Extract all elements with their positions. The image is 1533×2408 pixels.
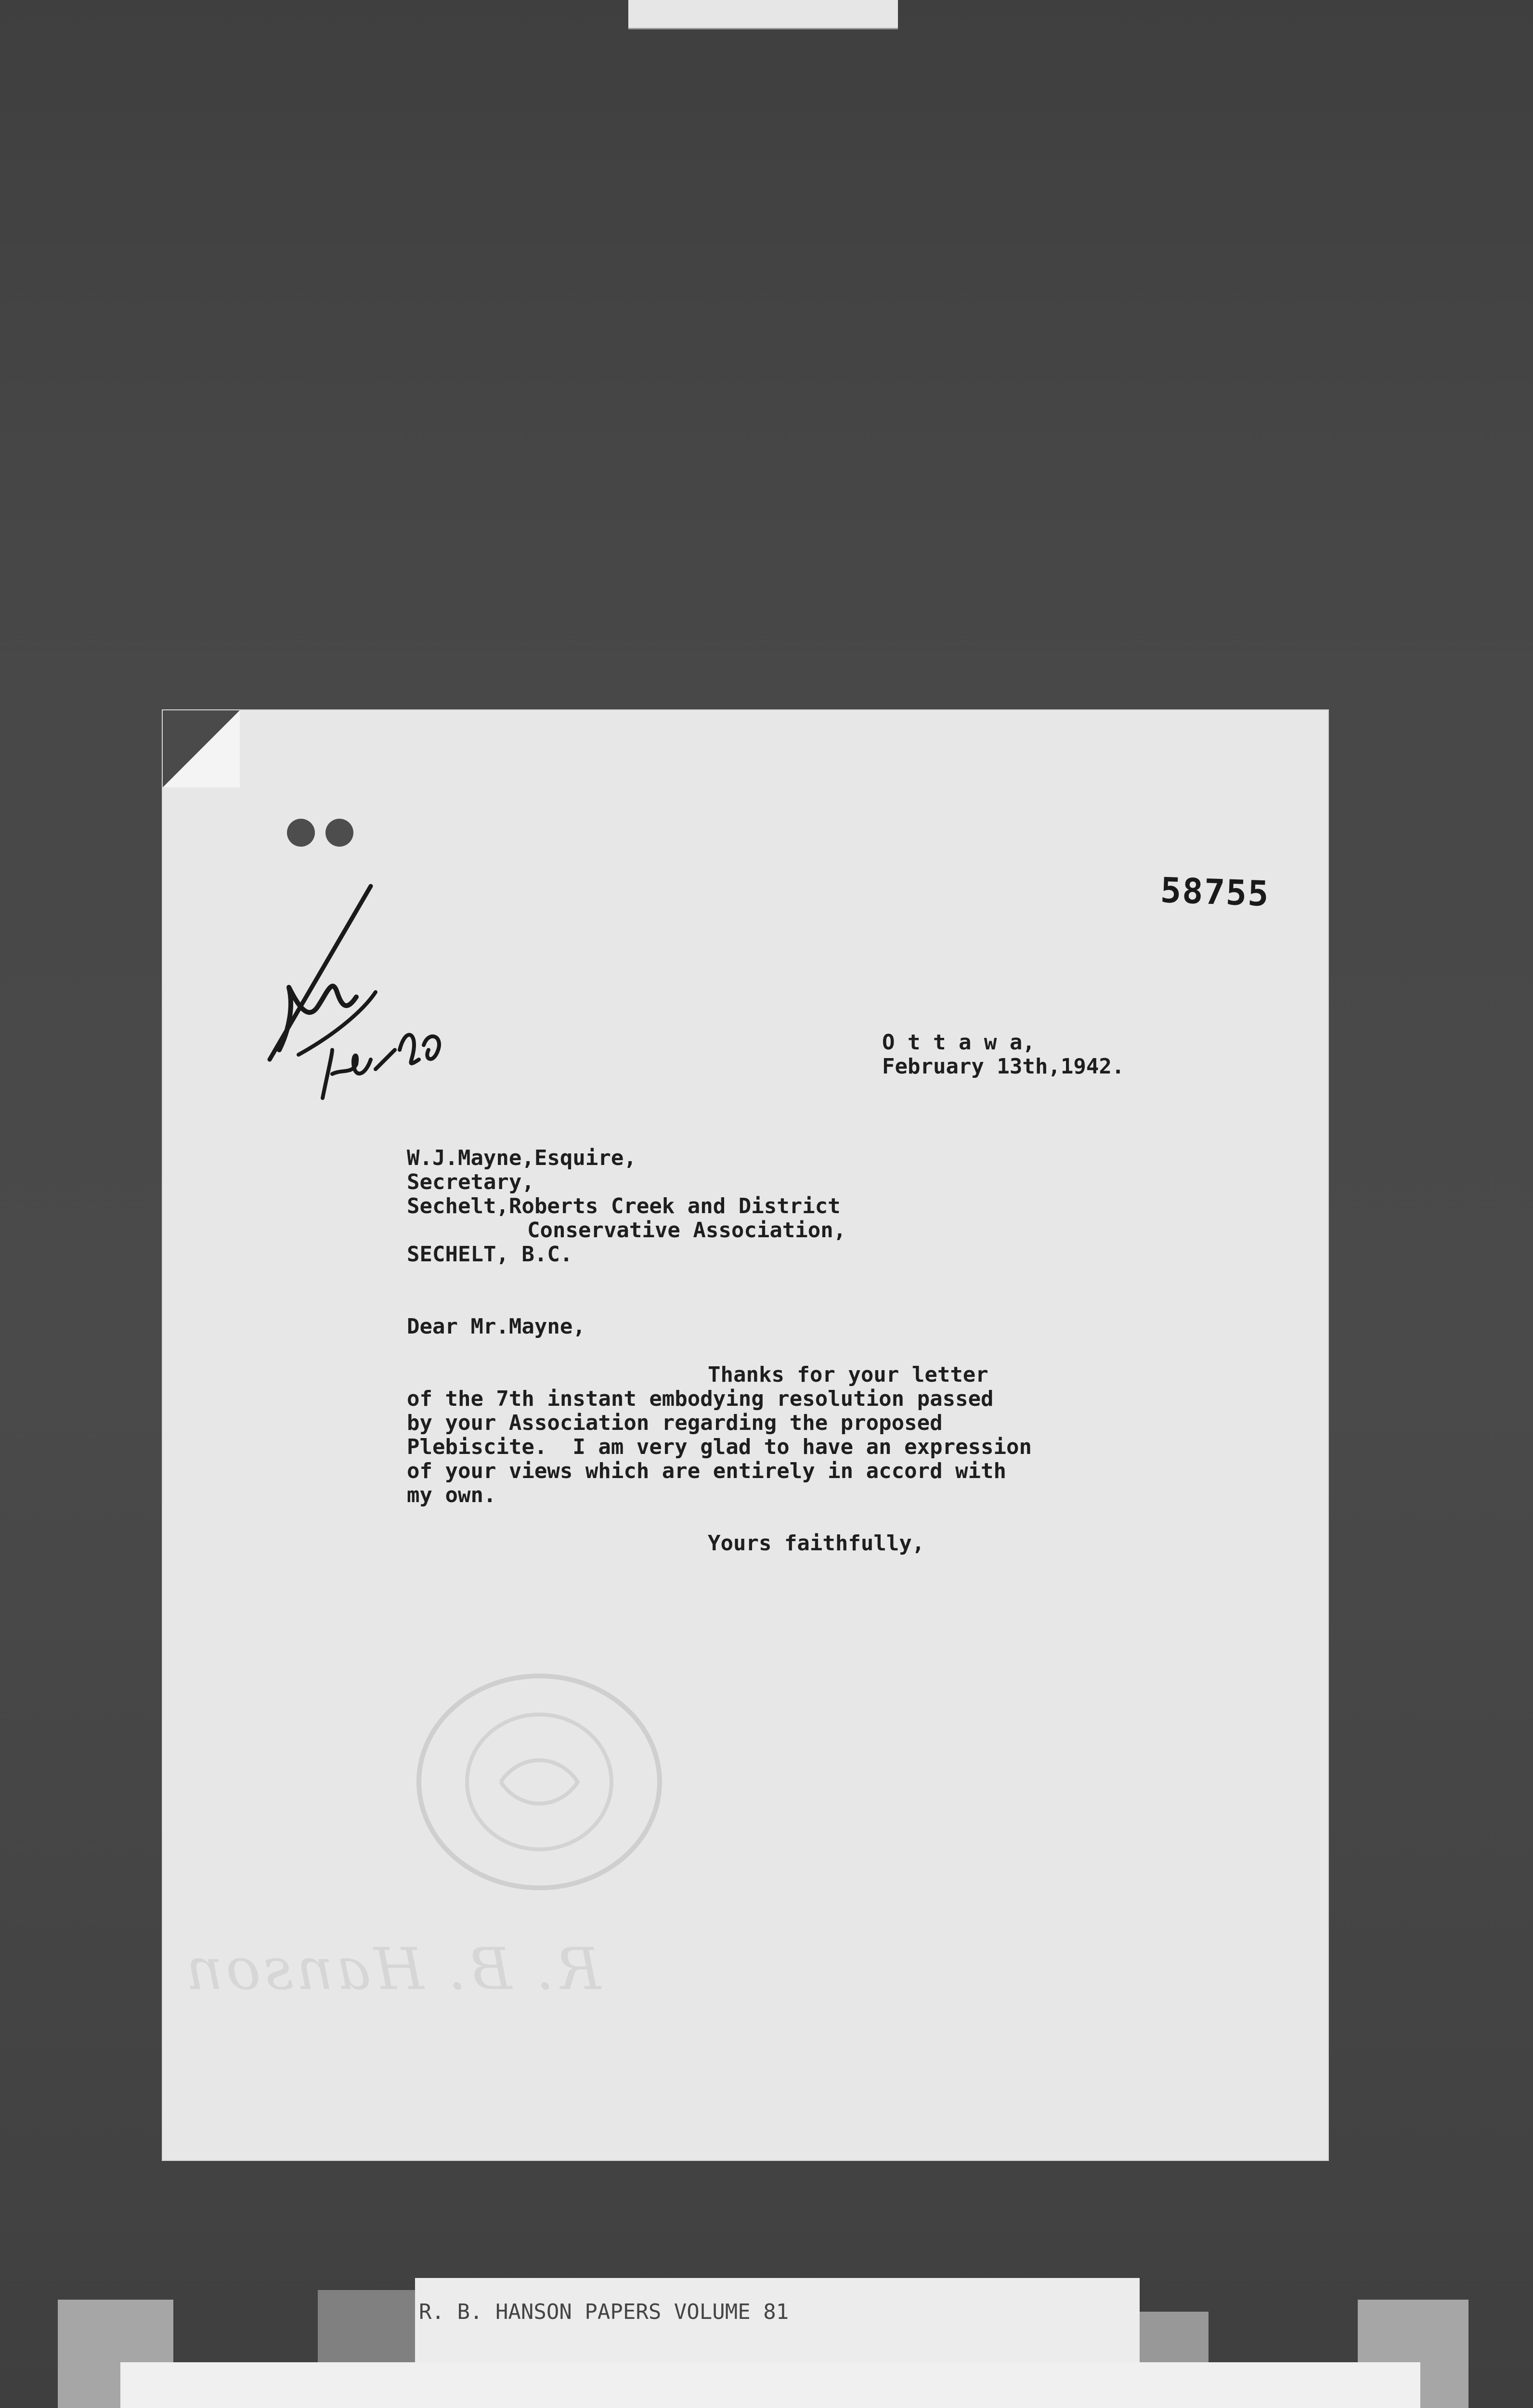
faint-stamp-bleedthrough (395, 1657, 684, 1907)
body-line-1: Thanks for your letter (708, 1362, 988, 1387)
closing: Yours faithfully, (708, 1531, 925, 1556)
top-clip-tab (628, 0, 898, 29)
body-line-5: of your views which are entirely in accord with (407, 1459, 1007, 1483)
body-line-4: Plebiscite. I am very glad to have an expression (407, 1435, 1032, 1459)
punch-hole-left (287, 819, 315, 847)
punch-hole-right (325, 819, 353, 847)
body-line-2: of the 7th instant embodying resolution passed (407, 1387, 994, 1411)
folded-corner-flap (163, 710, 240, 787)
body-line-6: my own. (407, 1483, 496, 1507)
letter-place: O t t a w a, (882, 1030, 1035, 1055)
handwritten-annotation (260, 848, 462, 1117)
recipient-org-line1: Sechelt,Roberts Creek and District (407, 1194, 841, 1218)
page-number: 58755 (1159, 870, 1271, 914)
letter-date: February 13th,1942. (882, 1054, 1125, 1079)
signature-bleedthrough: R. B. Hanson (183, 1936, 601, 2003)
archives-card (120, 2362, 1420, 2408)
recipient-name: W.J.Mayne,Esquire, (407, 1146, 637, 1170)
salutation: Dear Mr.Mayne, (407, 1314, 585, 1339)
recipient-org-line2: Conservative Association, (527, 1218, 846, 1243)
volume-label-text: R. B. HANSON PAPERS VOLUME 81 (419, 2300, 789, 2324)
recipient-location: SECHELT, B.C. (407, 1242, 573, 1267)
recipient-title: Secretary, (407, 1170, 534, 1194)
body-line-3: by your Association regarding the proposed (407, 1411, 943, 1435)
